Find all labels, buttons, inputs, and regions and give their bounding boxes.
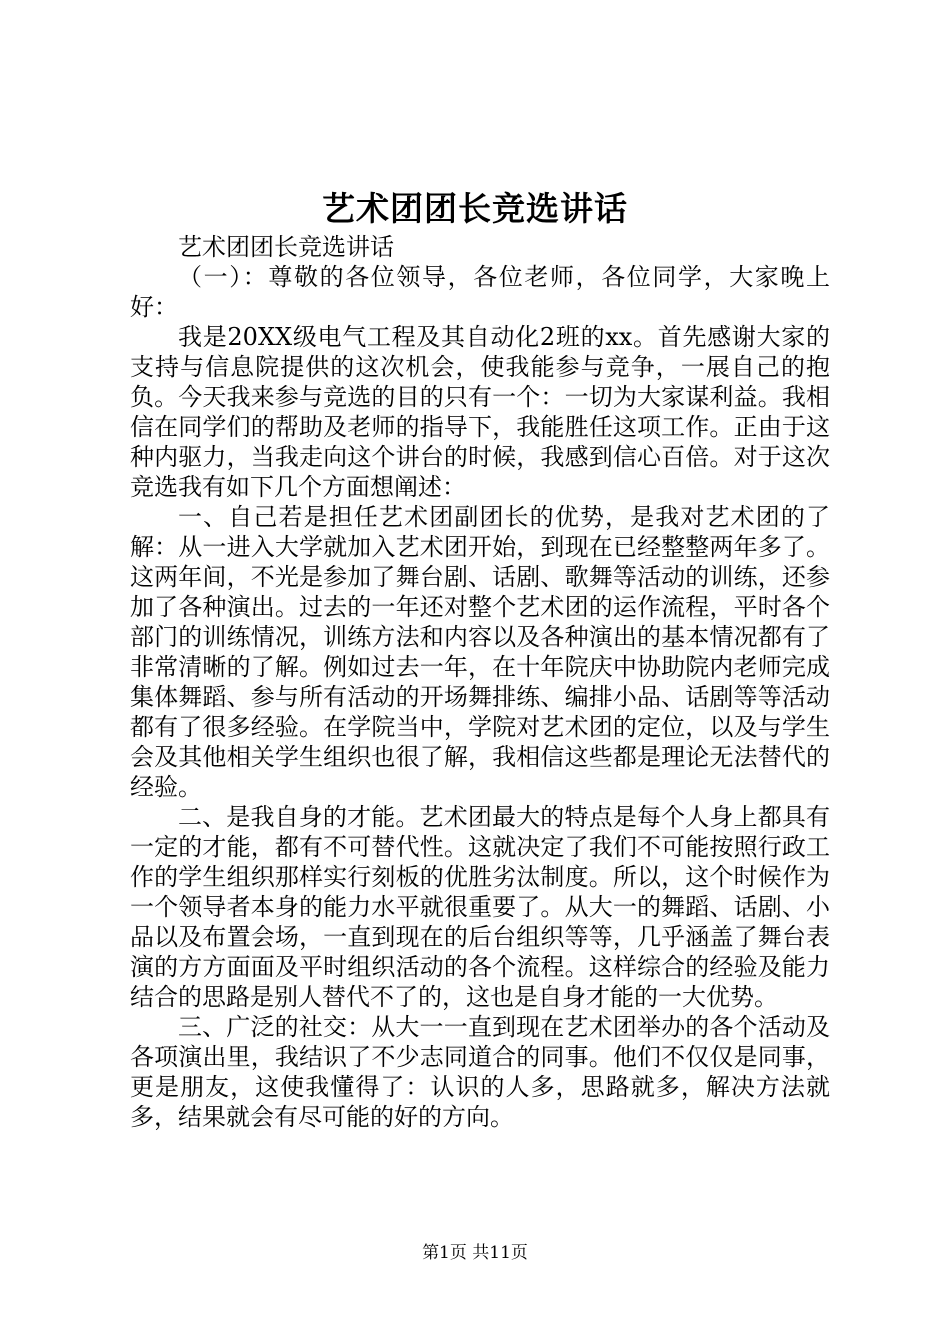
paragraph-point-one: 一、自己若是担任艺术团副团长的优势，是我对艺术团的了解：从一进入大学就加入艺术团开始，到现在已经整整两年多了。这两年间，不光是参加了舞台剧、话剧、歌舞等活动的训练，还参加了各种演出。过去的一年还对整个艺术团的运作流程，平时各个部门的训练情况，训练方法和内容以及各种演出的基本情况都有了非常清晰的了解。例如过去一年，在十年院庆中协助院内老师完成集体舞蹈、参与所有活动的开场舞排练、编排小品、话剧等等活动都有了很多经验。在学院当中，学院对艺术团的定位，以及与学生会及其他相关学生组织也很了解，我相信这些都是理论无法替代的经验。: [130, 503, 830, 801]
paragraph-introduction: 我是20XX级电气工程及其自动化2班的xx。首先感谢大家的支持与信息院提供的这次机会，使我能参与竞争，一展自己的抱负。今天我来参与竞选的目的只有一个：一切为大家谋利益。我相信在同学们的帮助及老师的指导下，我能胜任这项工作。正由于这种内驱力，当我走向这个讲台的时候，我感到信心百倍。对于这次竞选我有如下几个方面想阐述：: [130, 323, 830, 501]
document-body: [130, 232, 830, 1132]
document-title: 艺术团团长竞选讲话: [322, 189, 628, 228]
page-footer: 第1页 共11页: [422, 1243, 528, 1263]
paragraph-subtitle: 艺术团团长竞选讲话: [178, 233, 394, 261]
paragraph-point-two: 二、是我自身的才能。艺术团最大的特点是每个人身上都具有一定的才能，都有不可替代性。这就决定了我们不可能按照行政工作的学生组织那样实行刻板的优胜劣汰制度。所以，这个时候作为一个领导者本身的能力水平就很重要了。从大一的舞蹈、话剧、小品以及布置会场，一直到现在的后台组织等等，几乎涵盖了舞台表演的方方面面及平时组织活动的各个流程。这样综合的经验及能力结合的思路是别人替代不了的，这也是自身才能的一大优势。: [130, 803, 830, 1011]
paragraph-point-three: 三、广泛的社交：从大一一直到现在艺术团举办的各个活动及各项演出里，我结识了不少志同道合的同事。他们不仅仅是同事，更是朋友，这使我懂得了：认识的人多，思路就多，解决方法就多，结果就会有尽可能的好的方向。: [130, 1013, 830, 1131]
paragraph-greeting: （一）：尊敬的各位领导，各位老师，各位同学，大家晚上好：: [130, 263, 830, 321]
